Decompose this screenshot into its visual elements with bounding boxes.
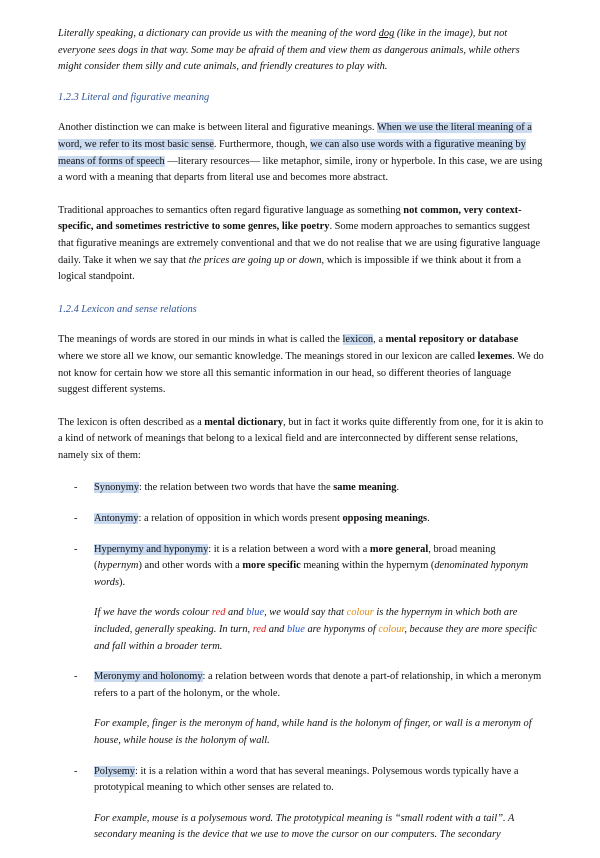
bold-text: lexemes bbox=[477, 350, 513, 362]
colored-word-red: red bbox=[252, 624, 267, 636]
list-dash: - bbox=[74, 765, 78, 777]
text: : a relation of opposition in which words present bbox=[138, 513, 343, 525]
highlighted-term: Synonymy bbox=[94, 482, 140, 494]
document-page bbox=[58, 26, 544, 858]
heading-1-2-4: 1.2.4 Lexicon and sense relations bbox=[58, 303, 197, 315]
list-item-antonymy bbox=[58, 511, 544, 528]
paragraph-traditional-approaches bbox=[58, 203, 544, 286]
highlighted-term: Antonymy bbox=[94, 513, 139, 525]
colored-word-blue: blue bbox=[246, 607, 265, 619]
paragraph-mental-dictionary bbox=[58, 415, 544, 465]
list-item-hypernymy bbox=[58, 542, 544, 592]
underlined-word: dog bbox=[378, 28, 395, 39]
text: , broad meaning ( bbox=[94, 543, 496, 572]
colored-word-red: red bbox=[211, 607, 226, 619]
text: . bbox=[427, 513, 430, 525]
list-dash: - bbox=[74, 513, 78, 525]
bold-text: more specific bbox=[242, 560, 301, 572]
text: where we store all we know, our semantic knowledge. The meanings stored in our lexicon are called bbox=[58, 350, 478, 362]
list-item-synonymy bbox=[58, 480, 544, 497]
text: The meanings of words are stored in our minds in what is called the bbox=[58, 334, 343, 346]
text: , which is impossible if we think about it from a logical standpoint. bbox=[58, 254, 521, 283]
highlighted-text: lexicon bbox=[342, 334, 374, 346]
bold-text: mental repository or database bbox=[385, 334, 519, 346]
text: . Some modern approaches to semantics suggest that figurative meanings are extremely conventional and that we do not realise that we are using figurative language daily. Take it when we say that bbox=[58, 221, 541, 266]
example-polysemy: For example, mouse is a polysemous word. The prototypical meaning is “small rodent with a tail”. A secondary meaning is the device that we use to move the cursor on our computers. The secondary bbox=[94, 812, 515, 841]
colored-word-colour: colour bbox=[378, 624, 405, 636]
text: Literally speaking, a dictionary can provide us with the meaning of the word bbox=[58, 28, 379, 39]
text: meaning within the hypernym ( bbox=[300, 560, 435, 572]
list-item-meronymy bbox=[58, 669, 544, 702]
highlighted-text: When we use the literal meaning of a word, we refer to its most basic sense bbox=[58, 122, 532, 150]
text: . Furthermore, though, bbox=[213, 138, 311, 150]
paragraph-literal-figurative bbox=[58, 120, 544, 186]
text: and bbox=[225, 607, 247, 619]
text: Another distinction we can make is between literal and figurative meanings. bbox=[58, 122, 377, 134]
text: is the hypernym in which both are included, generally speaking. In turn, bbox=[94, 607, 518, 636]
intro-paragraph bbox=[58, 26, 544, 76]
highlighted-term: Meronymy and holonomy bbox=[94, 671, 203, 683]
text: ). bbox=[119, 576, 126, 588]
list-dash: - bbox=[74, 482, 78, 494]
highlighted-term: Hypernymy and hyponymy bbox=[94, 543, 209, 555]
italic-text: the prices are going up or down bbox=[188, 254, 322, 266]
text: —literary resources— like metaphor, simile, irony or hyperbole. In this case, we are using a word with a meaning that departs from literal use and becomes more abstract. bbox=[58, 155, 543, 184]
colored-word-blue: blue bbox=[286, 624, 305, 636]
text: ) and other words with a bbox=[138, 560, 243, 572]
text: , but in fact it works quite differently from one, for it is akin to a kind of network of meanings that belong to a lexical field and are interconnected by different sense relations, namely six of them: bbox=[58, 416, 544, 461]
text: , because they are more specific and fall within a broader term. bbox=[94, 624, 537, 652]
bold-text: more general bbox=[369, 543, 429, 555]
text: : the relation between two words that have the bbox=[139, 482, 334, 494]
text: : it is a relation between a word with a bbox=[208, 543, 370, 555]
text: . We do not know for certain how we store all this semantic information in our head, so different theories of language suggest different systems. bbox=[58, 350, 544, 396]
text: : it is a relation within a word that has several meanings. Polysemous words typically have a prototypical meaning to which other senses are related to. bbox=[94, 765, 519, 794]
text: : a relation between words that denote a part-of relationship, in which a meronym refers to a part of the holonym, or the whole. bbox=[94, 671, 542, 699]
italic-text: hypernym bbox=[97, 560, 139, 572]
paragraph-lexicon bbox=[58, 332, 544, 398]
text: If we have the words colour bbox=[94, 607, 212, 619]
example-meronymy: For example, finger is the meronym of hand, while hand is the holonym of finger, or wall is a meronym of house, while house is the holonym of wall. bbox=[94, 718, 532, 746]
text: (like in the image), but not everyone sees dogs in that way. Some may be afraid of them and view them as dangerous animals, while others might consider them silly and cute animals, and friendly creatures to play with. bbox=[58, 28, 520, 73]
highlighted-text: we can also use words with a figurative meaning by means of forms of speech bbox=[58, 138, 526, 167]
bold-text: mental dictionary bbox=[204, 416, 284, 428]
text: , a bbox=[373, 334, 386, 346]
highlighted-term: Polysemy bbox=[94, 765, 135, 777]
heading-1-2-3: 1.2.3 Literal and figurative meaning bbox=[58, 91, 210, 103]
bold-text: opposing meanings bbox=[342, 513, 428, 525]
list-dash: - bbox=[74, 671, 78, 683]
text: are hyponyms of bbox=[304, 624, 379, 636]
colored-word-colour: colour bbox=[346, 607, 374, 619]
italic-text: denominated hyponym words bbox=[94, 560, 529, 588]
example-hypernymy bbox=[58, 605, 544, 655]
bold-text: not common, very context-specific, and sometimes restrictive to some genres, like poetry bbox=[58, 204, 522, 233]
text: , we would say that bbox=[264, 607, 347, 619]
text: The lexicon is often described as a bbox=[58, 416, 205, 428]
list-item-polysemy bbox=[58, 764, 544, 797]
bold-text: same meaning bbox=[333, 482, 397, 494]
text: and bbox=[266, 624, 287, 636]
text: . bbox=[396, 482, 400, 494]
text: Traditional approaches to semantics often regard figurative language as something bbox=[58, 204, 404, 216]
list-dash: - bbox=[74, 543, 78, 555]
